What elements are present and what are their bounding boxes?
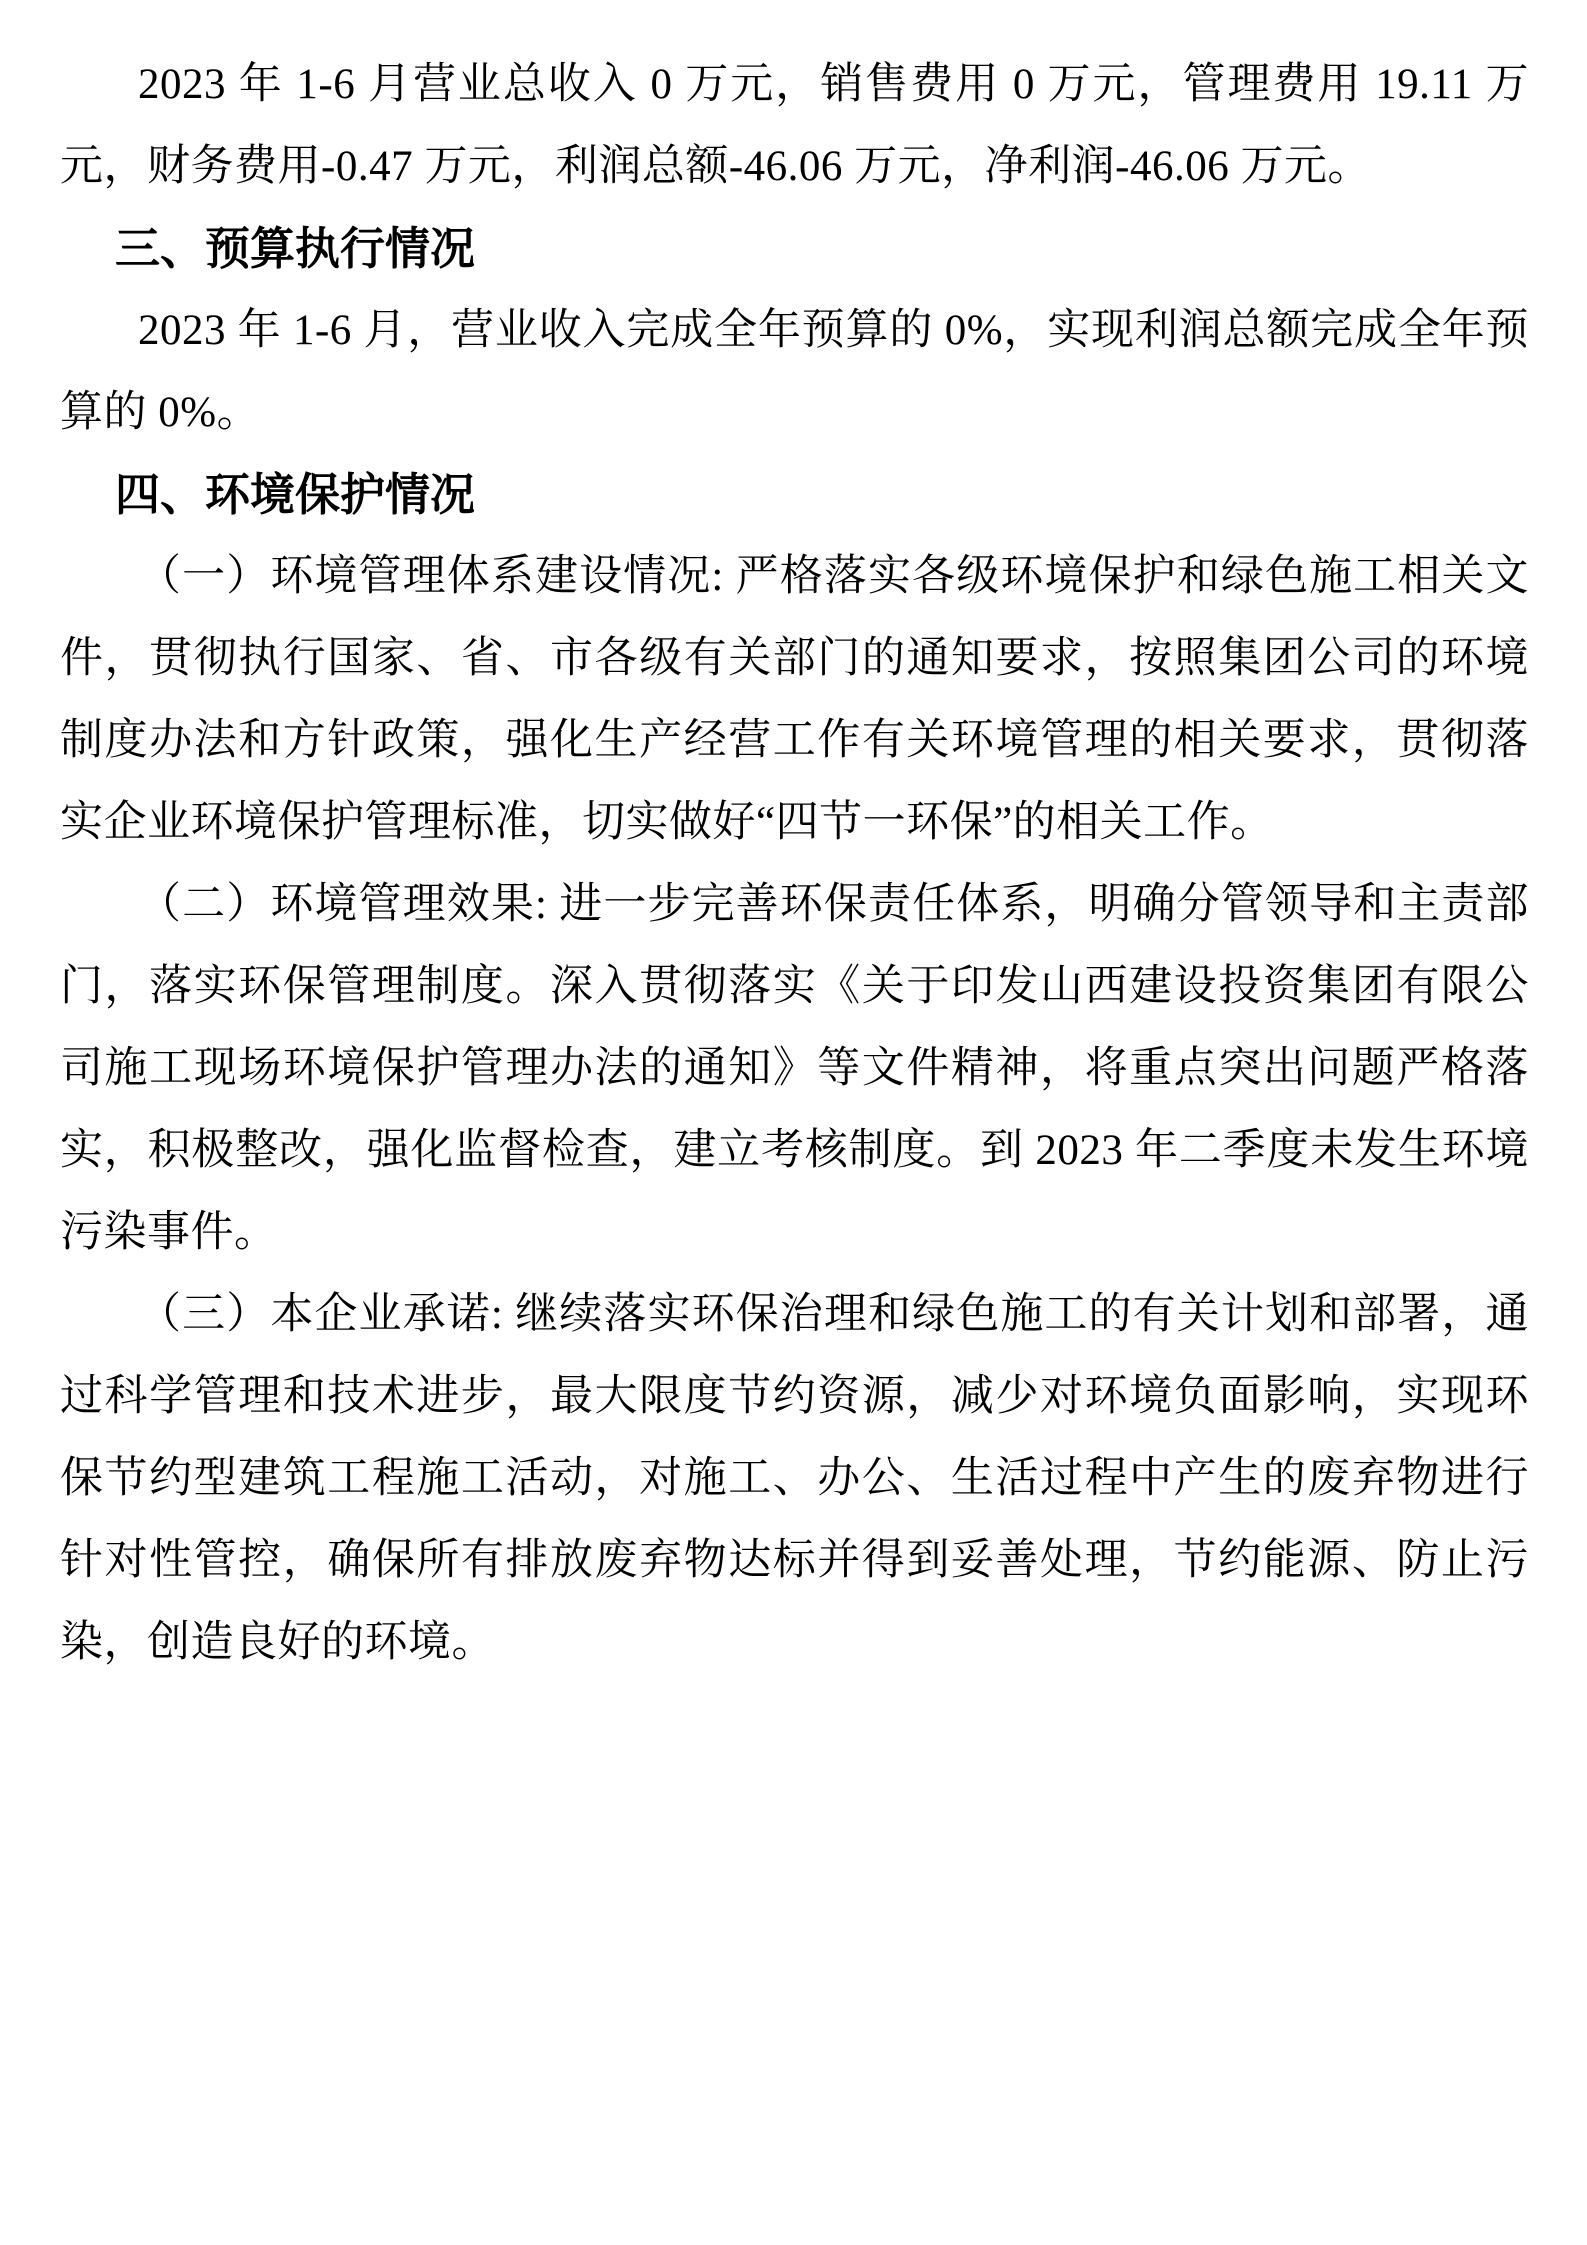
- paragraph-env-management-system: （一）环境管理体系建设情况: 严格落实各级环境保护和绿色施工相关文件，贯彻执行国家、省、市各级有关部门的通知要求，按照集团公司的环境制度办法和方针政策，强化生产经营工作有关环境管理的相关要求，贯彻落实企业环境保护管理标准，切实做好“四节一环保”的相关工作。: [60, 553, 1529, 846]
- paragraph-financial-summary: 2023 年 1-6 月营业总收入 0 万元，销售费用 0 万元，管理费用 19.11 万元，财务费用-0.47 万元，利润总额-46.06 万元，净利润-46.06 万元。: [60, 61, 1529, 190]
- heading-environmental-protection: 四、环境保护情况: [115, 468, 476, 521]
- paragraph-budget-execution: 2023 年 1-6 月，营业收入完成全年预算的 0%，实现利润总额完成全年预算的 0%。: [60, 307, 1529, 436]
- heading-budget-execution: 三、预算执行情况: [115, 222, 476, 275]
- paragraph-env-management-effect: （二）环境管理效果: 进一步完善环保责任体系，明确分管领导和主责部门，落实环保管理制度。深入贯彻落实《关于印发山西建设投资集团有限公司施工现场环境保护管理办法的通知》等文件精神，将重点突出问题严格落实，积极整改，强化监督检查，建立考核制度。到 2023 年二季度未发生环境污染事件。: [60, 881, 1529, 1256]
- paragraph-enterprise-commitment: （三）本企业承诺: 继续落实环保治理和绿色施工的有关计划和部署，通过科学管理和技术进步，最大限度节约资源，减少对环境负面影响，实现环保节约型建筑工程施工活动，对施工、办公、生活过程中产生的废弃物进行针对性管控，确保所有排放废弃物达标并得到妥善处理，节约能源、防止污染，创造良好的环境。: [60, 1291, 1529, 1666]
